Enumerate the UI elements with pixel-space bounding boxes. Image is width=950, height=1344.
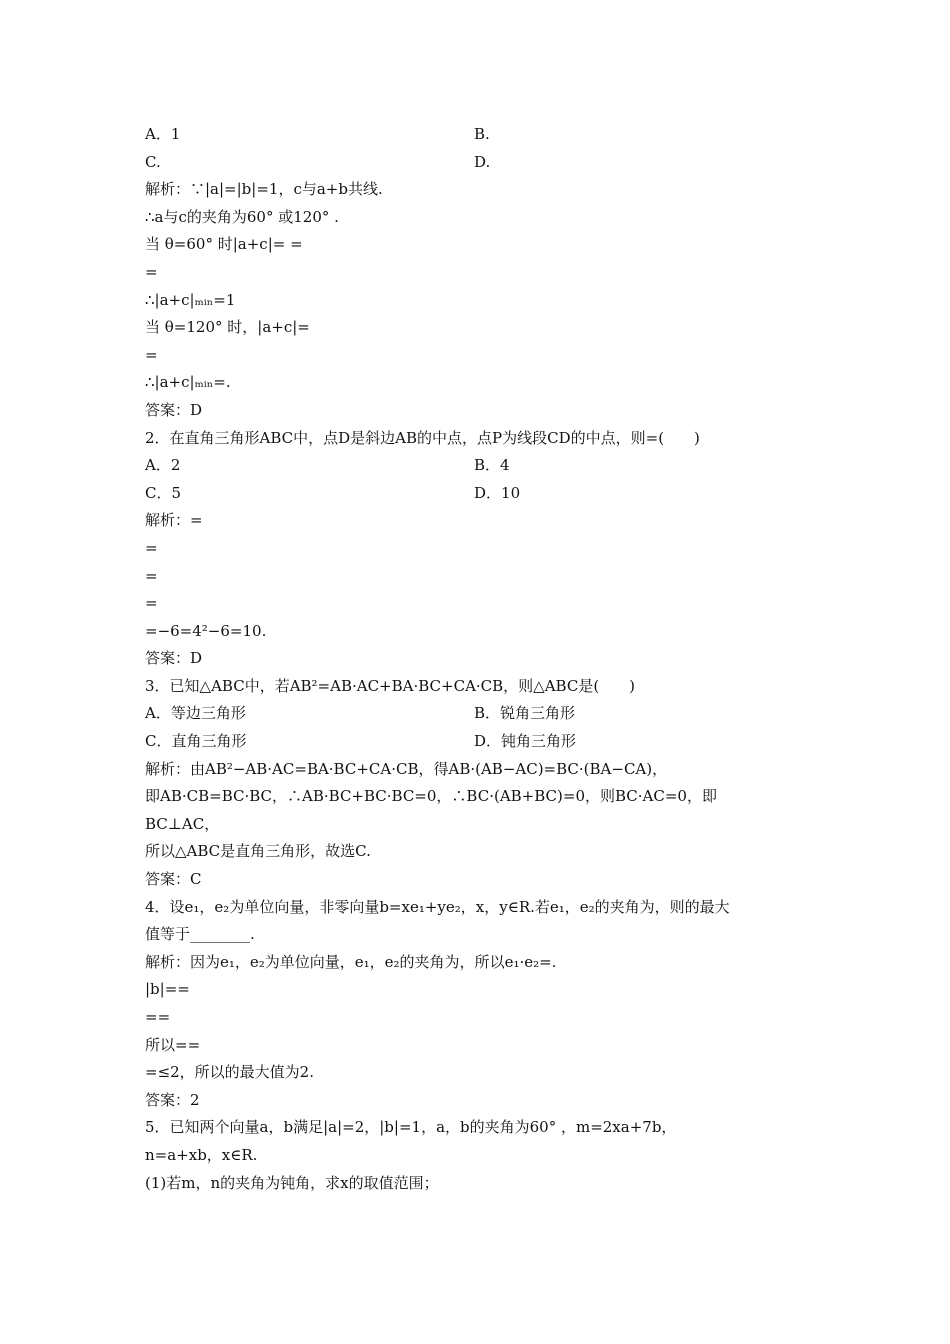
solution-line: =≤2，所以的最大值为2. (145, 1063, 314, 1082)
question-4: 4．设e₁，e₂为单位向量，非零向量b=xe₁+ye₂，x，y∈R.若e₁，e₂的夹角为，则的最大 (145, 897, 730, 916)
options-row (145, 480, 815, 508)
solution-line: ∴a与c的夹角为60° 或120° . (145, 207, 339, 226)
solution-line: 解析：因为e₁，e₂为单位向量，e₁，e₂的夹角为，所以e₁·e₂=. (145, 952, 557, 971)
solution-line: ∴|a+c|ₘᵢₙ=. (145, 373, 231, 392)
options-row (145, 728, 815, 756)
option-d: D．10 (474, 483, 521, 502)
option-d: D. (474, 152, 491, 171)
option-b: B. (474, 125, 490, 143)
solution-line: 解析：由AB²−AB·AC=BA·BC+CA·CB，得AB·(AB−AC)=BC·(BA−CA)， (145, 759, 668, 778)
solution-line: BC⊥AC， (145, 814, 220, 833)
option-b: B．4 (474, 456, 510, 475)
solution-line: ∴|a+c|ₘᵢₙ=1 (145, 290, 236, 309)
solution-line: 即AB·CB=BC·BC，∴AB·BC+BC·BC=0，∴BC·(AB+BC)=0，则BC·AC=0，即 (145, 787, 717, 806)
solution-line: = (145, 345, 158, 364)
option-a: A．1 (145, 125, 181, 143)
answer-line: 答案：2 (145, 1090, 200, 1109)
question-5: 5．已知两个向量a，b满足|a|=2，|b|=1，a，b的夹角为60° ，m=2xa+7b， (145, 1118, 677, 1137)
question-3: 3．已知△ABC中，若AB²=AB·AC+BA·BC+CA·CB，则△ABC是( ) (145, 676, 636, 695)
answer-line: 答案：D (145, 400, 203, 419)
solution-line: 当 θ=60° 时|a+c|= = (145, 235, 303, 254)
option-d: D．钝角三角形 (474, 732, 577, 751)
options-row (145, 452, 815, 480)
solution-line: 当 θ=120° 时，|a+c|= (145, 318, 310, 337)
solution-line: = (145, 594, 158, 613)
option-a: A．2 (145, 456, 181, 475)
question-4-cont: 值等于________. (145, 925, 255, 944)
solution-line: 解析：= (145, 511, 203, 530)
question-5-cont: n=a+xb，x∈R. (145, 1145, 258, 1164)
options-row (145, 149, 815, 177)
options-row (145, 700, 815, 728)
solution-line: = (145, 566, 158, 585)
answer-line: 答案：C (145, 870, 202, 889)
options-row (145, 121, 815, 149)
solution-line: 所以== (145, 1035, 201, 1054)
solution-line: = (145, 262, 158, 281)
document-body (145, 121, 815, 1197)
option-c: C．直角三角形 (145, 732, 247, 751)
option-b: B．锐角三角形 (474, 704, 576, 723)
solution-line: =−6=4²−6=10. (145, 621, 267, 640)
option-a: A．等边三角形 (145, 704, 246, 723)
solution-line: == (145, 1008, 171, 1026)
solution-line: 解析：∵|a|=|b|=1，c与a+b共线. (145, 180, 383, 199)
question-5-part-1: (1)若m，n的夹角为钝角，求x的取值范围； (145, 1173, 439, 1192)
solution-line: = (145, 538, 158, 557)
answer-line: 答案：D (145, 649, 203, 668)
solution-line: 所以△ABC是直角三角形，故选C. (145, 842, 371, 861)
option-c: C．5 (145, 483, 182, 502)
option-c: C. (145, 152, 161, 171)
solution-line: |b|== (145, 980, 190, 999)
question-2: 2．在直角三角形ABC中，点D是斜边AB的中点，点P为线段CD的中点，则=( ) (145, 428, 700, 447)
